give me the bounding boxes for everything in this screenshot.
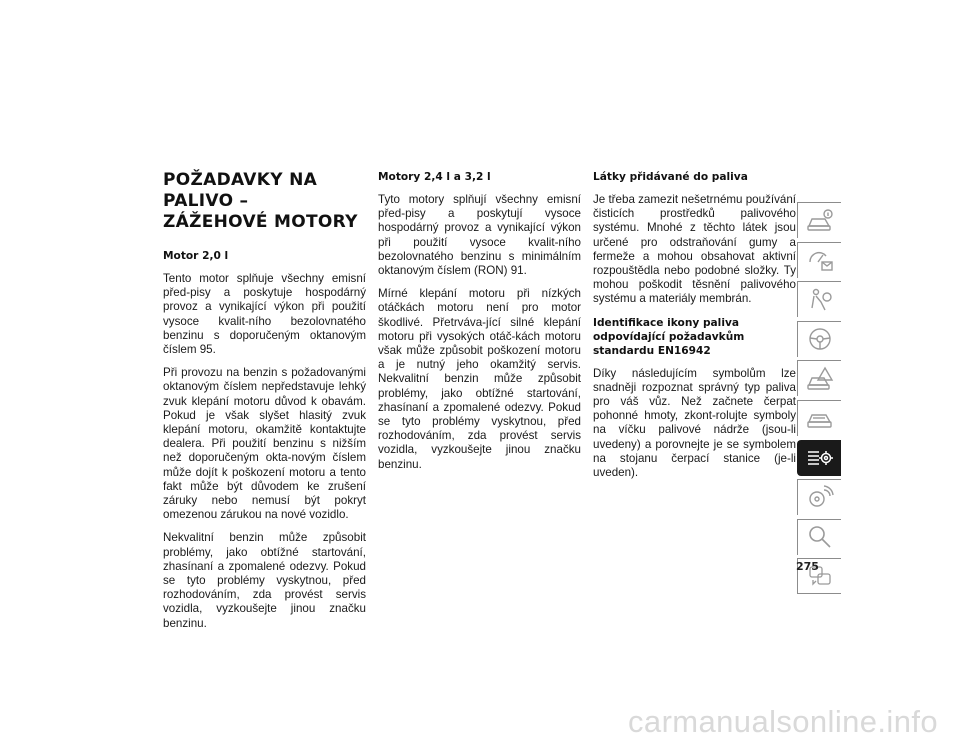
paragraph: Mírné klepání motoru při nízkých otáčkách motoru není pro motor škodlivé. Přetrváva-jící silné klepání motoru při vysokých otáč-kách motoru však může způsobit poškození motoru a je nutný jeho okamžitý servis. Nekvalitní benzin může způsobit problémy, jako obtížné startování, zhasínaní a zpomalené odezvy. Pokud se tyto problémy vyskytnou, před rozhodováním, zda provést servis vozidla, vyzkoušejte jinou značku benzinu. <box>378 287 581 471</box>
multimedia-icon <box>805 484 835 512</box>
service-car-icon <box>805 404 835 432</box>
paragraph: Tyto motory splňují všechny emisní před-pisy a poskytují vysoce hospodárný provoz a vynikající výkon při použití vysoce kvalit-ního bezolovnatého benzinu s minimálním oktanovým číslem (RON) 91. <box>378 193 581 278</box>
search-index-icon <box>805 523 835 551</box>
paragraph: Nekvalitní benzin může způsobit problémy, jako obtížné startování, zhasínaní a zpomalené odezvy. Pokud se tyto problémy vyskytnou, před rozhodováním, zda provést servis vozidla, vyzkoušejte jinou značku benzinu. <box>163 531 366 630</box>
text-column-2 <box>378 170 581 481</box>
subheading-engine-2-0: Motor 2,0 l <box>163 250 229 262</box>
paragraph: Tento motor splňuje všechny emisní před-pisy a poskytuje hospodárný provoz a vynikající výkon při použití vysoce kvalit-ního bezolovnatého benzinu s doporučeným oktanovým číslem 95. <box>163 272 366 357</box>
subheading-fuel-identification: Identifikace ikony paliva odpovídající požadavkům standardu EN16942 <box>593 316 745 357</box>
chapter-tab-safety[interactable] <box>797 281 841 317</box>
paragraph: Při provozu na benzin s požadovanými oktanovým číslem nepředstavuje lehký zvuk klepání motoru důvod k obavám. Pokud je však slyšet hlasitý zvuk klepání motoru, okamžitě kontaktujte dealera. Při použití benzinu s nižším než doporučeným okta-novým číslem může dojít k poškození motoru a tento fakt může být důvodem ke zrušení záruky nebo nemusí být pokryt omezenou zárukou na nové vozidlo. <box>163 366 366 522</box>
chapter-tab-multimedia[interactable] <box>797 479 841 515</box>
warning-car-icon <box>805 365 835 393</box>
text-column-1 <box>163 170 366 640</box>
car-info-icon <box>805 207 835 235</box>
subheading-fuel-additives: Látky přidávané do paliva <box>593 171 748 183</box>
chapter-tab-dashboard[interactable] <box>797 242 841 278</box>
paragraph: Díky následujícím symbolům lze snadněji rozpoznat správný typ paliva pro váš vůz. Než začnete čerpat pohonné hmoty, zkont-rolujte symboly na víčku palivové nádrže (jsou-li uvedeny) a porovnejte je se symbolem na stojanu čerpací stanice (je-li uveden). <box>593 366 796 480</box>
specifications-gear-icon <box>805 444 835 472</box>
chapter-tab-service[interactable] <box>797 400 841 436</box>
chapter-navigation <box>797 202 841 598</box>
chapter-tab-emergency[interactable] <box>797 360 841 396</box>
safety-airbag-icon <box>805 286 835 314</box>
dashboard-message-icon <box>805 246 835 274</box>
steering-wheel-icon <box>805 325 835 353</box>
chapter-tab-driving[interactable] <box>797 321 841 357</box>
page-number: 275 <box>796 560 819 573</box>
paragraph: Je třeba zamezit nešetrnému používání čisticích prostředků palivového systému. Mnohé z těchto látek jsou určené pro odstraňování gumy a fermeže a mohou obsahovat aktivní rozpouštědla nebo podobné složky. Ty mohou poškodit těsnění palivového systému a materiály membrán. <box>593 193 796 306</box>
watermark: carmanualsonline.info <box>628 704 938 739</box>
chapter-tab-specifications[interactable] <box>797 440 841 476</box>
chapter-tab-index[interactable] <box>797 519 841 555</box>
subheading-engines-2-4-3-2: Motory 2,4 l a 3,2 l <box>378 171 491 183</box>
section-heading: POŽADAVKY NA PALIVO – ZÁŽEHOVÉ MOTORY <box>163 170 358 232</box>
chapter-tab-car-info[interactable] <box>797 202 841 238</box>
text-column-3 <box>593 170 796 489</box>
